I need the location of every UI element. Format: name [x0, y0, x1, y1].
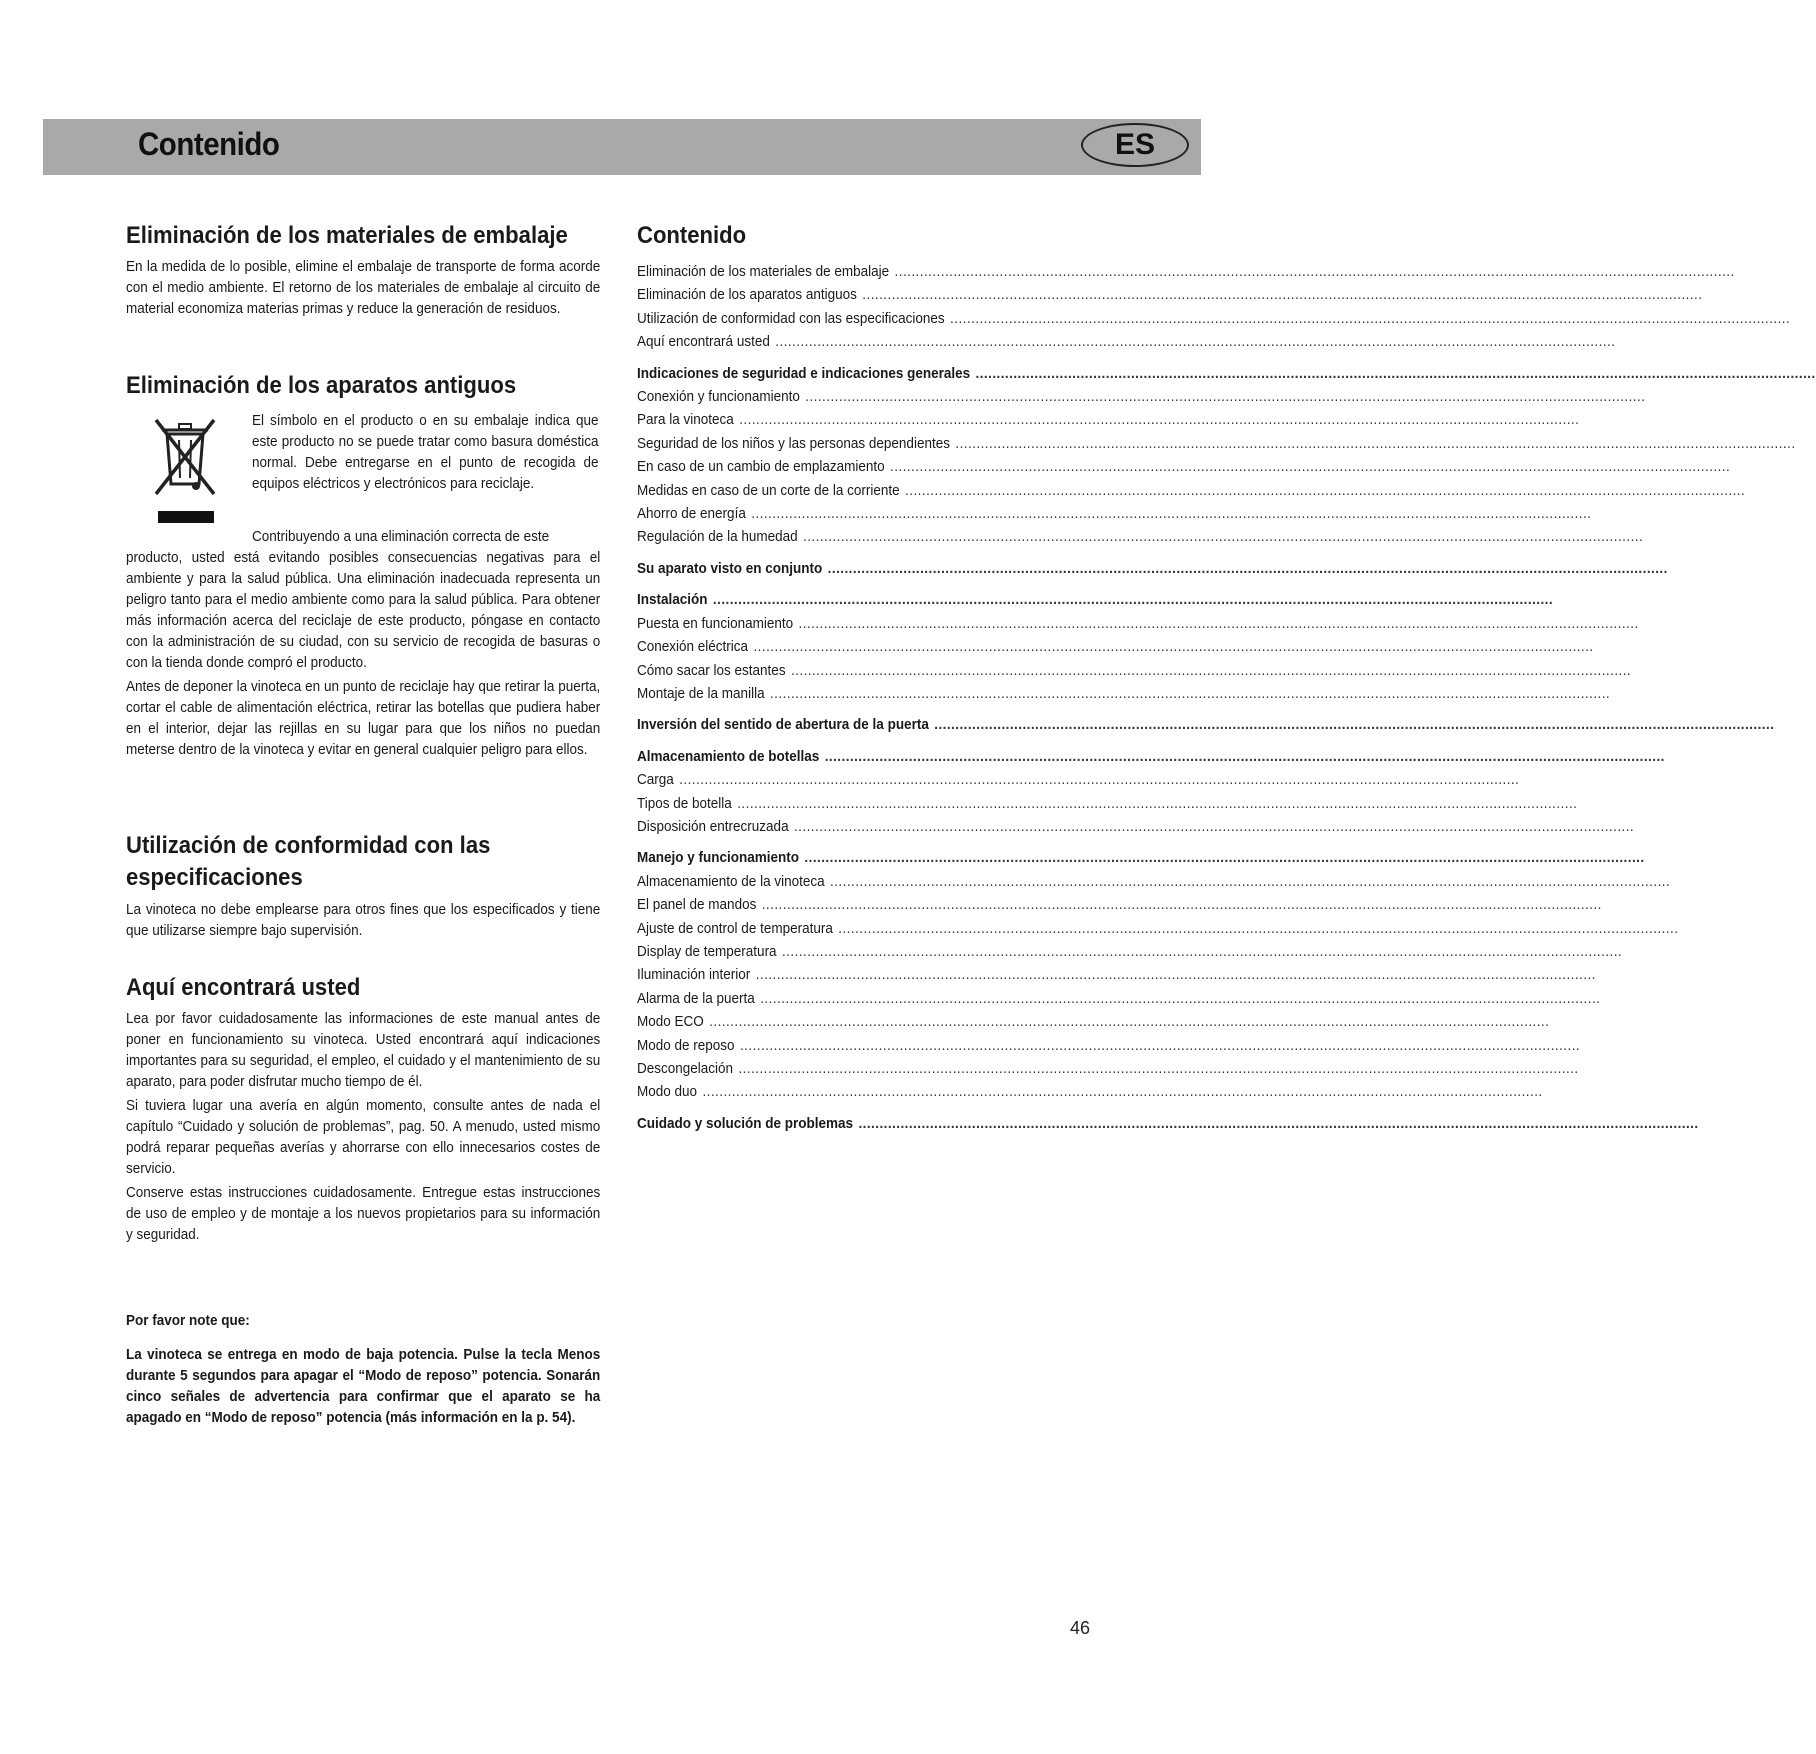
- toc-entry-label: Display de temperatura: [637, 942, 777, 960]
- toc-leader-dots: ........................................................................................................................................................................................................: [775, 333, 1616, 351]
- toc-entry-label: Almacenamiento de la vinoteca: [637, 872, 825, 890]
- toc-entry-label: Alarma de la puerta: [637, 989, 755, 1007]
- toc-entry-label: Disposición entrecruzada: [637, 817, 789, 835]
- toc-leader-dots: ........................................................................................................................................................................................................: [798, 614, 1639, 632]
- toc-leader-dots: ........................................................................................................................................................................................................: [862, 286, 1703, 304]
- section-text: Conserve estas instrucciones cuidadosamente. Entregue estas instrucciones de uso de empleo y de montaje a los nuevos propietarios para su información y seguridad.: [126, 1184, 601, 1243]
- toc-leader-dots: ........................................................................................................................................................................................................: [739, 411, 1580, 429]
- toc-entry-label: Eliminación de los aparatos antiguos: [637, 286, 857, 304]
- toc-entry: [637, 940, 1623, 963]
- toc-entry-label: Inversión del sentido de abertura de la puerta: [637, 716, 929, 734]
- toc-entry: [637, 768, 1520, 791]
- section-text: producto, usted está evitando posibles consecuencias negativas para el ambiente y para la salud pública. Una eliminación inadecuada representa un peligro tanto para el medio ambiente como para la salud pública. Para obtener más información acerca del reciclaje de este producto, póngase en contacto con la administración de su ciudad, con su servicio de recogida de basuras o con la tienda donde compró el producto.: [126, 549, 601, 671]
- toc-entry-label: Seguridad de los niños y las personas dependientes: [637, 434, 950, 452]
- section-old-appliances: [126, 370, 653, 760]
- toc-entry: [637, 917, 1679, 940]
- toc-entry: [637, 385, 1646, 408]
- toc-entry-label: Puesta en funcionamiento: [637, 614, 794, 632]
- toc-entry-label: Modo de reposo: [637, 1036, 735, 1054]
- toc-leader-dots: ........................................................................................................................................................................................................: [751, 505, 1592, 523]
- toc-leader-dots: ........................................................................................................................................................................................................: [858, 1114, 1699, 1132]
- toc-leader-dots: ........................................................................................................................................................................................................: [793, 817, 1635, 835]
- toc-leader-dots: ........................................................................................................................................................................................................: [781, 942, 1623, 960]
- section-text: La vinoteca no debe emplearse para otros fines que los especificados y tiene que utilizarse siempre bajo supervisión.: [126, 901, 601, 939]
- page-number: 46: [1070, 1618, 1091, 1638]
- toc-entry: [637, 307, 1791, 330]
- toc-entry-label: Manejo y funcionamiento: [637, 849, 800, 867]
- toc-entry: [637, 283, 1703, 306]
- toc-section-heading: [637, 846, 1645, 869]
- toc-entry: [637, 987, 1601, 1010]
- toc-leader-dots: ........................................................................................................................................................................................................: [769, 684, 1611, 702]
- section-heading: Eliminación de los materiales de embalaje: [126, 222, 568, 249]
- section-heading: Utilización de conformidad con las especificaciones: [126, 832, 491, 891]
- toc-leader-dots: ........................................................................................................................................................................................................: [827, 559, 1668, 577]
- page-title: Contenido: [138, 126, 280, 162]
- toc-leader-dots: ........................................................................................................................................................................................................: [738, 1060, 1579, 1077]
- toc-leader-dots: ........................................................................................................................................................................................................: [679, 771, 1520, 789]
- toc-entry-label: Indicaciones de seguridad e indicaciones generales: [637, 364, 971, 382]
- toc-entry-label: Cómo sacar los estantes: [637, 661, 786, 679]
- toc-entry: [637, 1080, 1543, 1103]
- table-of-contents: [637, 220, 1816, 1135]
- toc-entry: [637, 870, 1671, 893]
- toc-leader-dots: ........................................................................................................................................................................................................: [975, 364, 1816, 382]
- toc-leader-dots: ........................................................................................................................................................................................................: [702, 1083, 1543, 1101]
- section-text: Lea por favor cuidadosamente las informaciones de este manual antes de poner en funcionamiento su vinoteca. Usted encontrará aquí indicaciones importantes para su seguridad, el empleo, el cuidado y el mantenimiento de su aparato, para poder disfrutar mucho tiempo de él.: [126, 1010, 601, 1090]
- toc-entry-label: Tipos de botella: [637, 794, 732, 812]
- toc-section-heading: [637, 362, 1816, 385]
- section-heading: Eliminación de los aparatos antiguos: [126, 372, 517, 399]
- toc-entry: [637, 455, 1731, 478]
- section-text: Antes de deponer la vinoteca en un punto de reciclaje hay que retirar la puerta, cortar el cable de alimentación eléctrica, retirar las botellas que pudiera haber en el interior, dejar las rejillas en su lugar para que los niños no puedan meterse dentro de la vinoteca y evitar en general cualquier peligro para ellos.: [126, 678, 601, 758]
- section-intended-use: [126, 830, 653, 941]
- toc-entry: [637, 479, 1746, 502]
- toc-entry: [637, 682, 1611, 705]
- toc-entry: [637, 1034, 1581, 1057]
- notice-box: [126, 1310, 653, 1428]
- toc-leader-dots: ........................................................................................................................................................................................................: [755, 966, 1596, 984]
- language-badge: ES: [1081, 123, 1189, 167]
- toc-leader-dots: ........................................................................................................................................................................................................: [712, 591, 1554, 609]
- toc-entry: [637, 432, 1796, 455]
- toc-entry-label: Almacenamiento de botellas: [637, 747, 820, 765]
- weee-crossed-bin-icon: [150, 416, 220, 526]
- toc-leader-dots: ........................................................................................................................................................................................................: [753, 638, 1594, 656]
- toc-entry-label: Montaje de la manilla: [637, 684, 765, 702]
- toc-entry-label: Aquí encontrará usted: [637, 333, 770, 351]
- toc-leader-dots: ........................................................................................................................................................................................................: [805, 388, 1646, 406]
- toc-title: Contenido: [637, 222, 747, 249]
- section-text: Si tuviera lugar una avería en algún momento, consulte antes de nada el capítulo “Cuidado y solución de problemas”, pag. 50. A menudo, usted mismo podrá reparar pequeñas averías y ahorrarse con ello innecesarios costes de servicio.: [126, 1097, 601, 1177]
- toc-leader-dots: ........................................................................................................................................................................................................: [790, 661, 1632, 679]
- toc-entry: [637, 635, 1594, 658]
- toc-entry: [637, 893, 1602, 916]
- toc-entry: [637, 525, 1644, 548]
- toc-section-heading: [637, 745, 1665, 768]
- toc-leader-dots: ........................................................................................................................................................................................................: [760, 989, 1601, 1007]
- toc-section-heading: [637, 557, 1668, 580]
- toc-entry: [637, 815, 1635, 838]
- header-bar: [43, 119, 1201, 175]
- toc-entry: [637, 792, 1578, 815]
- toc-entry: [637, 612, 1639, 635]
- toc-section-heading: [637, 1112, 1699, 1135]
- toc-entry-label: Regulación de la humedad: [637, 528, 798, 546]
- toc-leader-dots: ........................................................................................................................................................................................................: [838, 919, 1679, 937]
- toc-leader-dots: ........................................................................................................................................................................................................: [761, 896, 1602, 914]
- toc-leader-dots: ........................................................................................................................................................................................................: [709, 1013, 1550, 1031]
- toc-leader-dots: ........................................................................................................................................................................................................: [955, 434, 1796, 452]
- toc-leader-dots: ........................................................................................................................................................................................................: [737, 794, 1578, 812]
- toc-entry: [637, 963, 1596, 986]
- notice-body: La vinoteca se entrega en modo de baja potencia. Pulse la tecla Menos durante 5 segundos para apagar el “Modo de reposo” potencia. Sonarán cinco señales de advertencia para confirmar que el aparato se ha apagado en “Modo de reposo” potencia (más información en la p. 54).: [126, 1346, 601, 1426]
- toc-leader-dots: ........................................................................................................................................................................................................: [804, 849, 1645, 867]
- toc-entry-label: Conexión y funcionamiento: [637, 388, 800, 406]
- toc-leader-dots: ........................................................................................................................................................................................................: [905, 481, 1746, 499]
- section-packaging: [126, 220, 653, 319]
- toc-entry: [637, 659, 1632, 682]
- toc-leader-dots: ........................................................................................................................................................................................................: [830, 872, 1671, 890]
- toc-leader-dots: ........................................................................................................................................................................................................: [824, 747, 1665, 765]
- toc-entry-label: El panel de mandos: [637, 896, 757, 914]
- toc-entry-label: Modo duo: [637, 1083, 698, 1101]
- toc-entry-label: Eliminación de los materiales de embalaje: [637, 263, 890, 280]
- toc-entry-label: Instalación: [637, 591, 708, 609]
- toc-entry-label: Medidas en caso de un corte de la corriente: [637, 481, 900, 499]
- section-text: En la medida de lo posible, elimine el embalaje de transporte de forma acorde con el medio ambiente. El retorno de los materiales de embalaje al circuito de material economiza materias primas y reduce la generación de residuos.: [126, 258, 601, 317]
- toc-entry-label: En caso de un cambio de emplazamiento: [637, 458, 885, 476]
- toc-list: [637, 260, 1816, 1135]
- toc-entry-label: Iluminación interior: [637, 966, 751, 984]
- toc-entry-label: Modo ECO: [637, 1013, 704, 1031]
- toc-section-heading: [637, 588, 1554, 611]
- toc-entry: [637, 408, 1580, 431]
- weee-text: El símbolo en el producto o en su embalaje indica que este producto no se puede tratar como basura doméstica normal. Debe entregarse en el punto de recogida de equipos eléctricos y electrónicos para reciclaje.: [252, 412, 599, 492]
- section-heading: Aquí encontrará usted: [126, 974, 361, 1001]
- toc-entry-label: Su aparato visto en conjunto: [637, 559, 823, 577]
- toc-entry: [637, 330, 1616, 353]
- toc-leader-dots: ........................................................................................................................................................................................................: [739, 1036, 1581, 1054]
- toc-entry-label: Ajuste de control de temperatura: [637, 919, 833, 937]
- toc-entry-label: Para la vinoteca: [637, 411, 734, 429]
- notice-title: Por favor note que:: [126, 1312, 250, 1329]
- weee-block: [126, 410, 653, 545]
- toc-leader-dots: ........................................................................................................................................................................................................: [890, 458, 1731, 476]
- toc-entry-label: Ahorro de energía: [637, 505, 746, 523]
- toc-entry-label: Cuidado y solución de problemas: [637, 1114, 854, 1132]
- toc-entry-label: Carga: [637, 771, 674, 789]
- toc-entry: [637, 1010, 1550, 1033]
- toc-leader-dots: ........................................................................................................................................................................................................: [894, 263, 1735, 280]
- toc-leader-dots: ........................................................................................................................................................................................................: [803, 528, 1644, 546]
- weee-text-continued: Contribuyendo a una eliminación correcta de este: [252, 528, 550, 545]
- toc-entry-label: Conexión eléctrica: [637, 638, 749, 656]
- toc-entry: [637, 260, 1735, 283]
- toc-leader-dots: ........................................................................................................................................................................................................: [934, 716, 1775, 734]
- toc-entry-label: Descongelación: [637, 1060, 734, 1077]
- toc-entry: [637, 1057, 1579, 1080]
- toc-leader-dots: ........................................................................................................................................................................................................: [950, 309, 1791, 327]
- toc-entry: [637, 502, 1592, 525]
- toc-entry-label: Utilización de conformidad con las especificaciones: [637, 309, 945, 327]
- section-what-you-find: [126, 972, 653, 1245]
- toc-section-heading: [637, 713, 1775, 736]
